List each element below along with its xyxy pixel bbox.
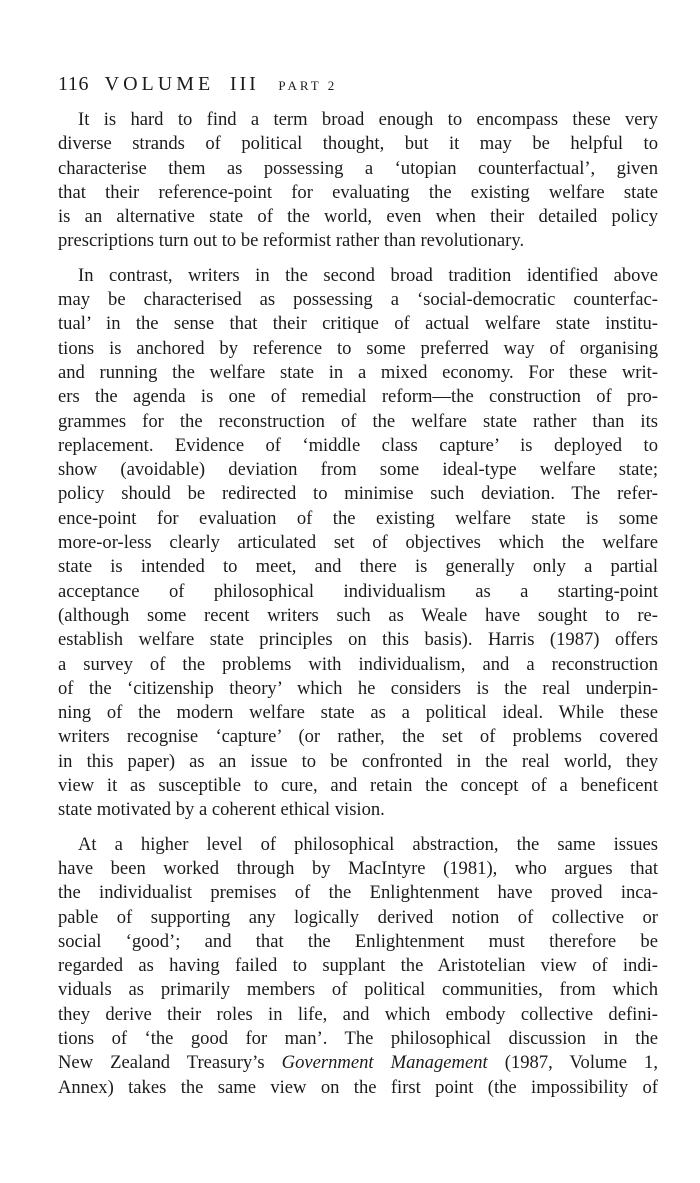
running-head bbox=[58, 70, 658, 100]
volume-label: VOLUME bbox=[104, 73, 215, 95]
text-line: (although some recent writers such as Weale have sought to re- bbox=[58, 604, 658, 626]
text-line: state is intended to meet, and there is generally only a partial bbox=[58, 556, 658, 578]
text-line: characterise them as possessing a ‘utopian counterfactual’, given bbox=[58, 157, 658, 179]
text-line: state motivated by a coherent ethical vision. bbox=[58, 799, 385, 821]
text-line: grammes for the reconstruction of the welfare state rather than its bbox=[58, 410, 658, 432]
volume-number: III bbox=[229, 73, 259, 95]
paragraph-3 bbox=[58, 833, 658, 1100]
text-line: policy should be redirected to minimise such deviation. The refer- bbox=[58, 483, 658, 505]
text-line: ence-point for evaluation of the existing welfare state is some bbox=[58, 507, 658, 529]
text-line: It is hard to find a term broad enough to encompass these very bbox=[78, 109, 658, 130]
text-line: that their reference-point for evaluating the existing welfare state bbox=[58, 181, 658, 203]
text-line: tions is anchored by reference to some preferred way of organising bbox=[58, 337, 658, 359]
text-fragment: (1987, Volume 1, bbox=[487, 1052, 658, 1074]
paragraph-1 bbox=[58, 108, 658, 254]
book-title: Government Management bbox=[281, 1052, 488, 1074]
text-line: show (avoidable) deviation from some ideal-type welfare state; bbox=[58, 459, 658, 481]
text-line: tions of ‘the good for man’. The philosophical discussion in the bbox=[58, 1027, 658, 1049]
text-line: they derive their roles in life, and which embody collective defini- bbox=[58, 1003, 658, 1025]
text-line: In contrast, writers in the second broad tradition identified above bbox=[78, 264, 658, 286]
text-line: a survey of the problems with individualism, and a reconstruction bbox=[58, 653, 658, 675]
text-line: diverse strands of political thought, but it may be helpful to bbox=[58, 133, 658, 155]
text-line: replacement. Evidence of ‘middle class capture’ is deployed to bbox=[58, 434, 658, 456]
text-line: acceptance of philosophical individualism as a starting-point bbox=[58, 580, 658, 602]
text-line: regarded as having failed to supplant the Aristotelian view of indi- bbox=[58, 955, 658, 977]
body-text bbox=[58, 108, 658, 1100]
text-line: At a higher level of philosophical abstraction, the same issues bbox=[78, 833, 658, 855]
text-line: and running the welfare state in a mixed economy. For these writ- bbox=[58, 361, 658, 383]
paragraph-2 bbox=[58, 264, 658, 823]
text-line: view it as susceptible to cure, and retain the concept of a beneficent bbox=[58, 775, 658, 797]
text-line: Annex) takes the same view on the first point (the impossibility of bbox=[58, 1076, 658, 1098]
part-label: PART 2 bbox=[278, 78, 338, 93]
text-line: of the ‘citizenship theory’ which he considers is the real underpin- bbox=[58, 677, 658, 699]
text-line: tual’ in the sense that their critique of actual welfare state institu- bbox=[58, 313, 658, 335]
book-page bbox=[58, 70, 658, 1100]
text-line: the individualist premises of the Enlightenment have proved inca- bbox=[58, 882, 658, 904]
text-line: may be characterised as possessing a ‘social-democratic counterfac- bbox=[58, 289, 658, 311]
text-line: pable of supporting any logically derived notion of collective or bbox=[58, 906, 658, 928]
text-line: in this paper) as an issue to be confronted in the real world, they bbox=[58, 750, 658, 772]
text-line: prescriptions turn out to be reformist rather than revolutionary. bbox=[58, 230, 525, 252]
text-line: viduals as primarily members of political communities, from which bbox=[58, 979, 658, 1001]
text-line-with-title bbox=[58, 1051, 658, 1075]
text-line: ning of the modern welfare state as a political ideal. While these bbox=[58, 702, 658, 724]
text-fragment: New Zealand Treasury’s bbox=[58, 1052, 282, 1074]
text-line: writers recognise ‘capture’ (or rather, the set of problems covered bbox=[58, 726, 658, 748]
text-line: have been worked through by MacIntyre (1981), who argues that bbox=[58, 857, 658, 879]
text-line: establish welfare state principles on this basis). Harris (1987) offers bbox=[58, 629, 658, 651]
text-line: more-or-less clearly articulated set of objectives which the welfare bbox=[58, 532, 658, 554]
page-number: 116 bbox=[58, 73, 90, 95]
text-line: ers the agenda is one of remedial reform—the construction of pro- bbox=[58, 386, 658, 408]
text-line: is an alternative state of the world, even when their detailed policy bbox=[58, 206, 658, 228]
text-line: social ‘good’; and that the Enlightenment must therefore be bbox=[58, 930, 658, 952]
